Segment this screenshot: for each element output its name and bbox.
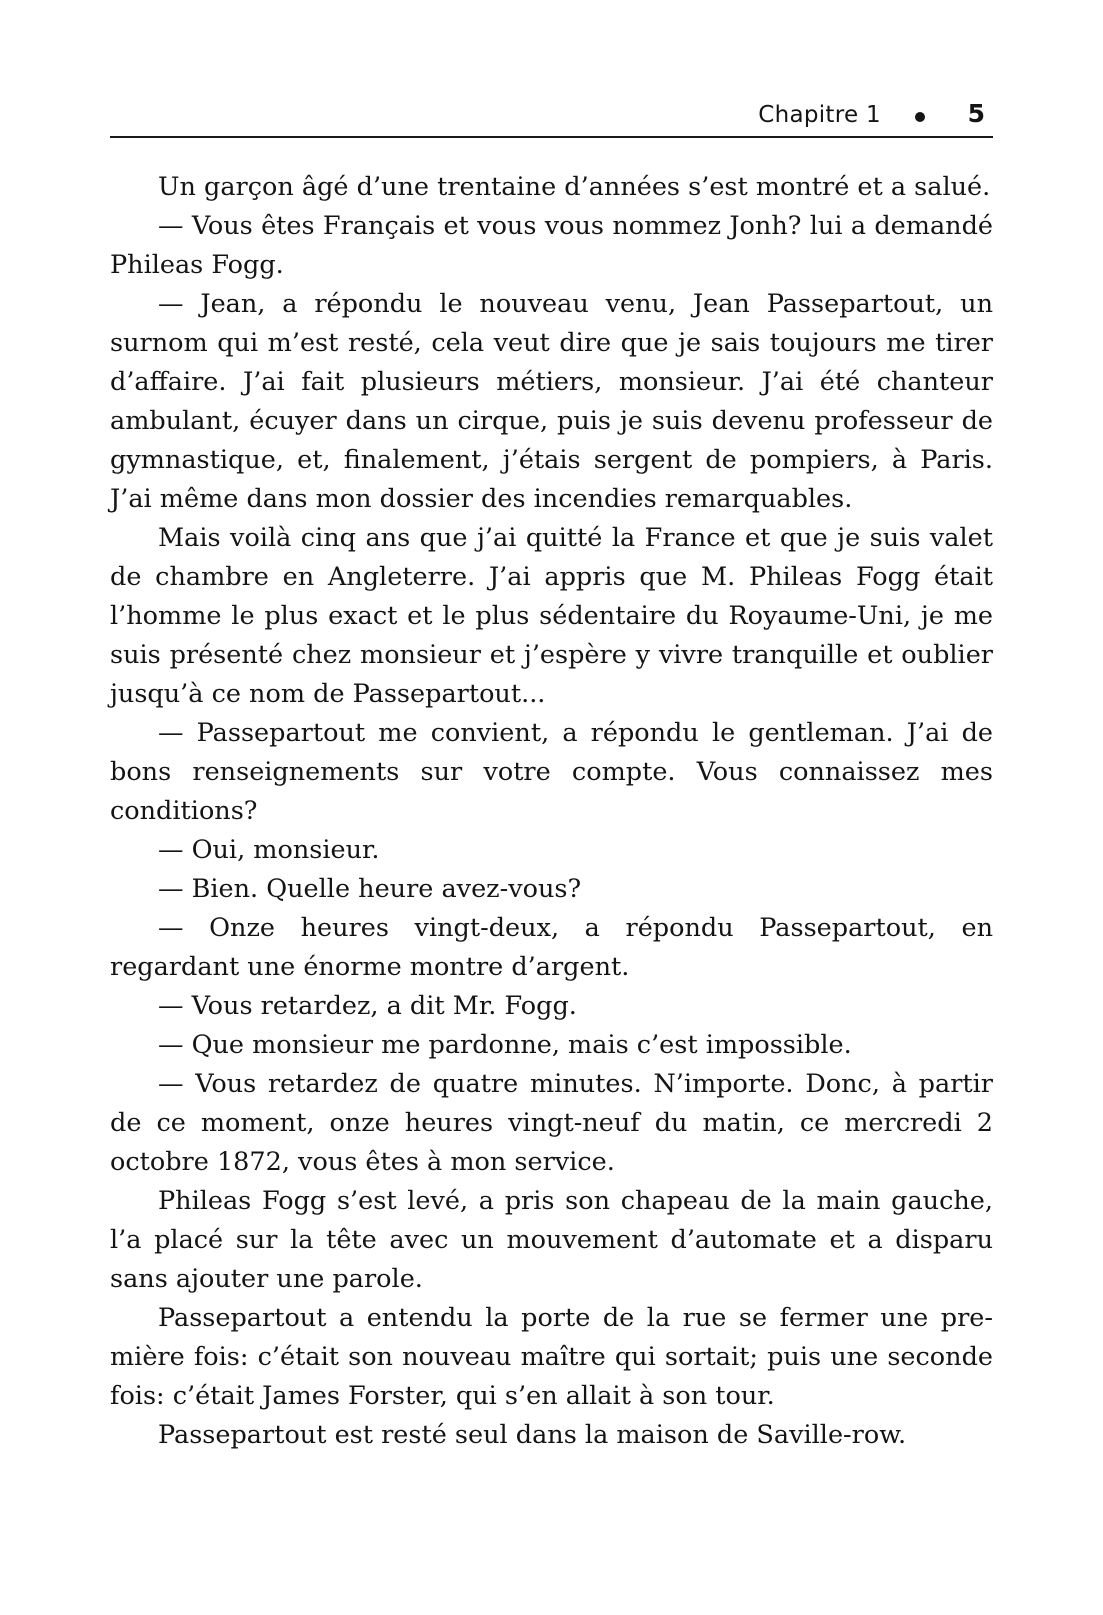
running-header	[110, 92, 993, 138]
paragraph: — Passepartout me convient, a répondu le gentleman. J’ai de bons renseignements sur votre compte. Vous connaissez mes conditions?	[110, 718, 993, 826]
page-body	[110, 168, 993, 1455]
chapter-label: Chapitre 1	[758, 102, 881, 128]
paragraph: — Oui, monsieur.	[158, 835, 380, 865]
paragraph: Mais voilà cinq ans que j’ai quitté la France et que je suis valet de chambre en Angleterre. J’ai appris que M. Phileas Fogg était l’homme le plus exact et le plus sédentaire du Royaume-Uni, je me suis présenté chez monsieur et j’espère y vivre tranquille et oublier jusqu’à ce nom de Passepartout...	[110, 523, 993, 709]
paragraph: — Que monsieur me pardonne, mais c’est impossible.	[158, 1030, 852, 1060]
paragraph: Passepartout a entendu la porte de la rue se fermer une première fois: c’était son nouveau maître qui sortait; puis une seconde fois: c’était James Forster, qui s’en allait à son tour.	[110, 1303, 993, 1411]
paragraph: Phileas Fogg s’est levé, a pris son chapeau de la main gauche, l’a placé sur la tête avec un mouvement d’automate et a disparu sans ajouter une parole.	[110, 1186, 993, 1294]
page-number: 5	[967, 99, 985, 128]
paragraph: — Vous êtes Français et vous vous nommez Jonh? lui a demandé Phileas Fogg.	[110, 211, 993, 280]
paragraph: — Bien. Quelle heure avez-vous?	[158, 874, 582, 904]
paragraph: — Onze heures vingt-deux, a répondu Passepartout, en regardant une énorme montre d’argent.	[110, 913, 993, 982]
paragraph: Un garçon âgé d’une trentaine d’années s’est montré et a salué.	[158, 172, 991, 202]
bullet-separator-icon	[915, 112, 925, 122]
paragraph: Passepartout est resté seul dans la maison de Saville-row.	[158, 1420, 907, 1450]
paragraph: — Vous retardez, a dit Mr. Fogg.	[158, 991, 577, 1021]
paragraph: — Vous retardez de quatre minutes. N’importe. Donc, à partir de ce moment, onze heures vingt-neuf du matin, ce mercredi 2 octobre 1872, vous êtes à mon service.	[110, 1069, 993, 1177]
paragraph: — Jean, a répondu le nouveau venu, Jean Passepartout, un surnom qui m’est resté, cela veut dire que je sais toujours me tirer d’affaire. J’ai fait plusieurs métiers, monsieur. J’ai été chanteur ambulant, écuyer dans un cirque, puis je suis devenu professeur de gymnastique, et, finalement, j’étais sergent de pompiers, à Paris. J’ai même dans mon dossier des incendies remarquables.	[110, 289, 993, 514]
